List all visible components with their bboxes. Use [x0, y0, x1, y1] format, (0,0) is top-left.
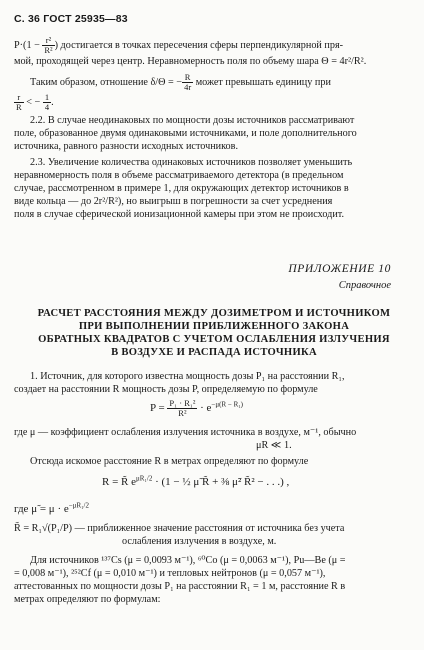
para-2-2-line: 2.2. В случае неодинаковых по мощности дозы источников рассматривают — [30, 115, 355, 126]
formula-r-tilde: R̃ = R₁√(P₁/P) — приближенное значение расстояния от источника без учета — [14, 523, 345, 534]
body-para-3-line: аттестованных по мощности дозы P₁ на расстоянии R₁ = 1 м, расстояние R в — [14, 581, 346, 592]
page-header: С. 36 ГОСТ 25935—83 — [14, 13, 128, 25]
section-title-line: ОБРАТНЫХ КВАДРАТОВ С УЧЕТОМ ОСЛАБЛЕНИЯ ИЗЛУЧЕНИЯ — [38, 334, 390, 345]
para-2-2-line: источника, равного разности исходных источников. — [14, 141, 239, 152]
top-line-1 — [14, 36, 343, 55]
fraction: $\frac{r}{R}$ — [16, 92, 22, 112]
top-line-1-suffix: ) достигается в точках пересечения сферы перпендикулярной пря- — [54, 39, 344, 51]
section-title-line: РАСЧЕТ РАССТОЯНИЯ МЕЖДУ ДОЗИМЕТРОМ И ИСТОЧНИКОМ — [37, 308, 391, 319]
fraction: $\frac{\text{P₁ · R₁²}}{\text{R²}}$ — [169, 398, 196, 418]
body-para-1-line: создает на расстоянии R мощность дозы P, определяемую по формуле — [14, 384, 318, 395]
body-para-3-line: Для источников ¹³⁷Cs (μ = 0,0093 м⁻¹), ⁶⁰Co (μ = 0,0063 м⁻¹), Pu—Be (μ = — [30, 555, 346, 566]
top-line-1-prefix: P·(1 − — [14, 39, 43, 51]
fraction: $\frac{R}{4r}$ — [184, 72, 192, 92]
formula-distance: R = R̃ $e^{\mu R_1/2} \cdot (1$ − ½ μ̃ R̃ + ⅜ μ̃² R̃² − . . .) , — [102, 474, 290, 488]
para-2-3-line: случае, рассмотренном в примере 1, для окружающих детектор источников в — [14, 183, 349, 194]
body-para-3-line: = 0,008 м⁻¹), ²⁵²Cf (μ = 0,010 м⁻¹) и тепловых нейтронов (μ = 0,057 м⁻¹), — [14, 568, 326, 579]
body-para-2: Отсюда искомое расстояние R в метрах определяют по формуле — [30, 456, 309, 467]
para-2-2-line: поле, образованное двумя одинаковыми источниками, и поле дополнительного — [14, 128, 357, 139]
top-line-4: $\frac{r}{R}$ < − $\frac{1}{4}$ . — [16, 92, 54, 112]
where-line: μR ≪ 1. — [256, 440, 292, 451]
formula-r-tilde-cont: ослабления излучения в воздухе, м. — [122, 536, 277, 547]
top-line-2: мой, проходящей через центр. Неравномерность поля по объему шара Θ = 4r²/R². — [14, 56, 367, 67]
top-line-3: Таким образом, отношение δ/Θ = − $\frac{R}{4r}$ может превышать единицу при — [30, 72, 331, 92]
para-2-3-line: неравномерность поля в объеме рассматриваемого детектора (в предельном — [14, 170, 344, 181]
para-2-3-line: виде кольца — до 2r²/R²), но выигрыш в погрешности за счет усреднения — [14, 196, 333, 207]
appendix-subtitle: Справочное — [338, 280, 391, 291]
fraction: $\frac{\text{r²}}{\text{R²}}$ — [44, 35, 53, 55]
para-2-3-line: 2.3. Увеличение количества одинаковых источников позволяет уменьшить — [30, 157, 353, 168]
where-line: где μ — коэффициент ослабления излучения источника в воздухе, м⁻¹, обычно — [14, 427, 357, 438]
formula-mu: где μ̃ = $\mu \cdot e^{-\mu R_1/2}$ — [14, 501, 90, 515]
fraction: $\frac{1}{4}$ — [44, 92, 50, 112]
appendix-title: ПРИЛОЖЕНИЕ 10 — [288, 263, 391, 275]
body-para-3-line: метрах определяют по формулам: — [14, 594, 161, 605]
section-title-line: ПРИ ВЫПОЛНЕНИИ ПРИБЛИЖЕННОГО ЗАКОНА — [78, 321, 350, 332]
body-para-1-line: 1. Источник, для которого известна мощность дозы P₁ на расстоянии R₁, — [30, 371, 345, 382]
section-title-line: В ВОЗДУХЕ И РАСПАДА ИСТОЧНИКА — [111, 347, 317, 358]
formula-dose: P = $\frac{\text{P₁ · R₁²}}{\text{R²}}$ · $e^{-\mu(R - R_1)}$ — [150, 398, 244, 418]
section-title — [10, 307, 418, 359]
para-2-3-line: поля в случае сферической ионизационной камеры при этом не происходит. — [14, 209, 345, 220]
